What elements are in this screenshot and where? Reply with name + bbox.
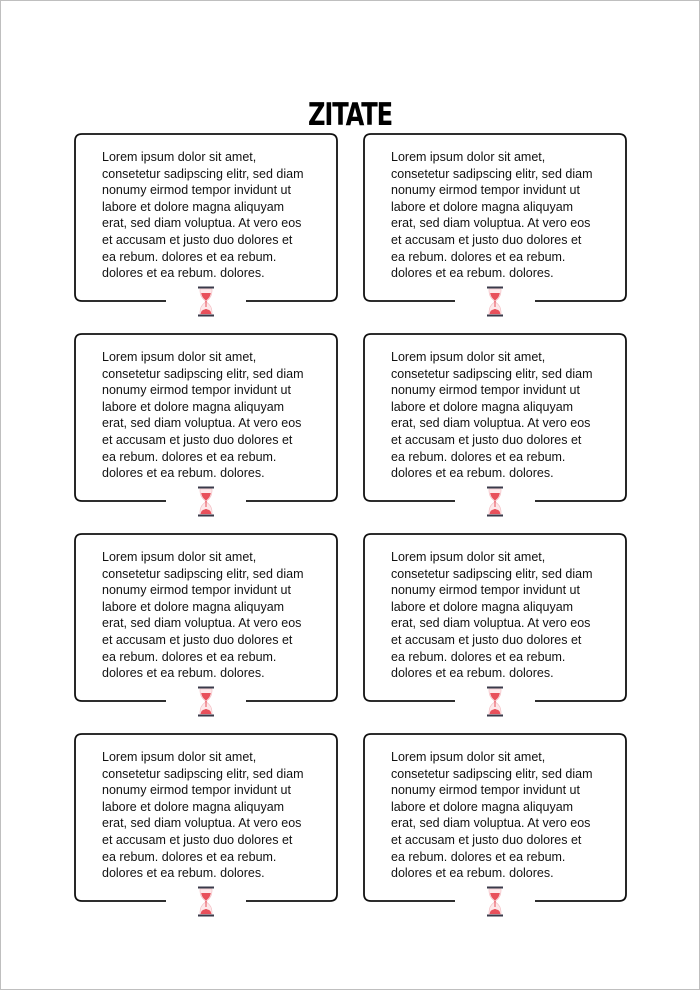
quote-text: Lorem ipsum dolor sit amet, consetetur sadipscing elitr, sed diam nonumy eirmod tempor invidunt ut labore et dolore magna aliquyam erat, sed diam voluptua. At vero eos et accusam et justo duo dolores et ea rebum. dolores et ea rebum. dolores et ea rebum. dolores. <box>391 350 593 481</box>
hourglass-icon <box>196 886 216 917</box>
quote-text: Lorem ipsum dolor sit amet, consetetur sadipscing elitr, sed diam nonumy eirmod tempor invidunt ut labore et dolore magna aliquyam erat, sed diam voluptua. At vero eos et accusam et justo duo dolores et ea rebum. dolores et ea rebum. dolores et ea rebum. dolores. <box>391 750 593 881</box>
quote-card <box>74 733 338 902</box>
quote-card <box>363 133 627 302</box>
quote-card <box>363 533 627 702</box>
quote-card <box>363 733 627 902</box>
hourglass-icon <box>196 486 216 517</box>
page-title: ZITATE <box>308 96 392 133</box>
quote-card <box>74 533 338 702</box>
hourglass-icon <box>196 286 216 317</box>
quote-card <box>74 133 338 302</box>
quote-text: Lorem ipsum dolor sit amet, consetetur sadipscing elitr, sed diam nonumy eirmod tempor invidunt ut labore et dolore magna aliquyam erat, sed diam voluptua. At vero eos et accusam et justo duo dolores et ea rebum. dolores et ea rebum. dolores et ea rebum. dolores. <box>391 150 593 281</box>
hourglass-icon <box>485 486 505 517</box>
hourglass-icon <box>485 886 505 917</box>
quote-text: Lorem ipsum dolor sit amet, consetetur sadipscing elitr, sed diam nonumy eirmod tempor invidunt ut labore et dolore magna aliquyam erat, sed diam voluptua. At vero eos et accusam et justo duo dolores et ea rebum. dolores et ea rebum. dolores et ea rebum. dolores. <box>102 350 304 481</box>
quote-text: Lorem ipsum dolor sit amet, consetetur sadipscing elitr, sed diam nonumy eirmod tempor invidunt ut labore et dolore magna aliquyam erat, sed diam voluptua. At vero eos et accusam et justo duo dolores et ea rebum. dolores et ea rebum. dolores et ea rebum. dolores. <box>102 150 304 281</box>
quote-text: Lorem ipsum dolor sit amet, consetetur sadipscing elitr, sed diam nonumy eirmod tempor invidunt ut labore et dolore magna aliquyam erat, sed diam voluptua. At vero eos et accusam et justo duo dolores et ea rebum. dolores et ea rebum. dolores et ea rebum. dolores. <box>102 750 304 881</box>
hourglass-icon <box>196 686 216 717</box>
hourglass-icon <box>485 686 505 717</box>
hourglass-icon <box>485 286 505 317</box>
quote-card <box>74 333 338 502</box>
quote-card <box>363 333 627 502</box>
quote-text: Lorem ipsum dolor sit amet, consetetur sadipscing elitr, sed diam nonumy eirmod tempor invidunt ut labore et dolore magna aliquyam erat, sed diam voluptua. At vero eos et accusam et justo duo dolores et ea rebum. dolores et ea rebum. dolores et ea rebum. dolores. <box>391 550 593 681</box>
quote-text: Lorem ipsum dolor sit amet, consetetur sadipscing elitr, sed diam nonumy eirmod tempor invidunt ut labore et dolore magna aliquyam erat, sed diam voluptua. At vero eos et accusam et justo duo dolores et ea rebum. dolores et ea rebum. dolores et ea rebum. dolores. <box>102 550 304 681</box>
